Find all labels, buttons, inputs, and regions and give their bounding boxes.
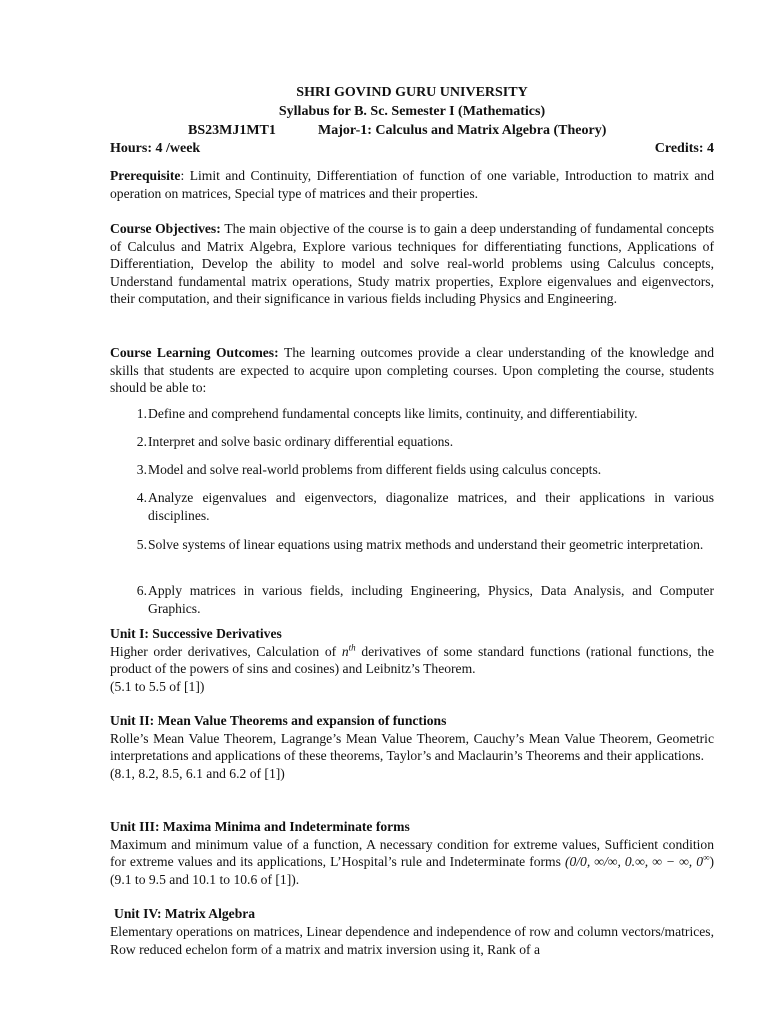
unit-4-body [110, 923, 714, 958]
unit-4-title: Unit IV: Matrix Algebra [114, 906, 256, 921]
outcome-number: 6. [136, 583, 147, 598]
unit-1-title: Unit I: Successive Derivatives [110, 626, 282, 641]
unit-3-section [110, 818, 714, 888]
objectives-text: The main objective of the course is to gain a deep understanding of fundamental concepts of Calculus and Matrix Algebra, Explore various techniques for differentiating functions, Applications of Differentiation, Develop the ability to model and solve real-world problems using Calculus concepts, Understand fundamental matrix operations, Study matrix properties, Explore eigenvalues and eigenvectors, their computation, and their significance in various fields including Physics and Engineering. [110, 221, 715, 307]
outcome-number: 3. [136, 462, 147, 477]
outcome-number: 2. [136, 434, 147, 449]
unit-1-section [110, 625, 714, 695]
unit-3-text: Maximum and minimum value of a function, A necessary condition for extreme values, Sufficient condition for extreme values and its applications, L’Hospital’s rule and Indeterminate forms [110, 836, 714, 870]
outcome-number: 5. [136, 537, 147, 552]
prerequisite-section [110, 167, 714, 202]
unit-3-math-close: ) [709, 854, 714, 870]
university-name: SHRI GOVIND GURU UNIVERSITY [296, 85, 528, 100]
hours: Hours: 4 /week [110, 141, 201, 156]
outcome-item [110, 536, 714, 554]
unit-2-ref: (8.1, 8.2, 8.5, 6.1 and 6.2 of [1]) [110, 765, 285, 781]
outcome-text: Analyze eigenvalues and eigenvectors, diagonalize matrices, and their applications in various disciplines. [148, 490, 714, 523]
unit-1-ref: (5.1 to 5.5 of [1]) [110, 678, 205, 694]
course-title: Major-1: Calculus and Matrix Algebra (Theory) [318, 123, 607, 138]
credits: Credits: 4 [654, 141, 714, 156]
prerequisite-label: Prerequisite [110, 168, 181, 183]
unit-1-math-n: n [341, 643, 349, 659]
unit-2-section [110, 712, 714, 782]
course-code: BS23MJ1MT1 [188, 123, 276, 138]
outcome-text: Solve systems of linear equations using matrix methods and understand their geometric interpretation. [148, 537, 704, 552]
outcome-item [110, 433, 714, 451]
outcomes-section [110, 344, 714, 397]
outcome-item [110, 461, 714, 479]
unit-1-math-th: th [348, 642, 356, 653]
prerequisite-text: : Limit and Continuity, Differentiation of function of one variable, Introduction to matrix and operation on matrices, Special type of matrices and their properties. [110, 168, 714, 201]
outcome-item [110, 582, 714, 617]
unit-4-text: Elementary operations on matrices, Linear dependence and independence of row and column vectors/matrices, Row reduced echelon form of a matrix and matrix inversion using it, Rank of a [110, 924, 714, 957]
syllabus-title: Syllabus for B. Sc. Semester I (Mathematics) [278, 104, 546, 119]
hours-credits-line [110, 140, 714, 158]
unit-2-text: Rolle’s Mean Value Theorem, Lagrange’s Mean Value Theorem, Cauchy’s Mean Value Theorem, Geometric interpretations and applications of these theorems, Taylor’s and Maclaurin’s Theorems and their applications. [110, 730, 714, 764]
unit-3-ref: (9.1 to 9.5 and 10.1 to 10.6 of [1]). [110, 871, 300, 887]
outcomes-text: The learning outcomes provide a clear understanding of the knowledge and skills that students are expected to acquire upon completing courses. Upon completing the course, students should be able to: [110, 345, 714, 396]
outcomes-label: Course Learning Outcomes: [110, 345, 279, 360]
outcome-text: Define and comprehend fundamental concepts like limits, continuity, and differentiability. [148, 406, 638, 421]
unit-3-math-sup: ∞ [703, 852, 710, 863]
outcome-item [110, 405, 714, 423]
unit-4-section [114, 905, 714, 923]
unit-2-title: Unit II: Mean Value Theorems and expansion of functions [110, 713, 447, 728]
outcome-text: Interpret and solve basic ordinary differential equations. [148, 434, 454, 449]
unit-1-text-a: Higher order derivatives, Calculation of [110, 643, 342, 659]
unit-3-title: Unit III: Maxima Minima and Indeterminate forms [110, 819, 410, 834]
outcome-number: 4. [136, 490, 147, 505]
outcome-number: 1. [136, 406, 147, 421]
outcome-item [110, 489, 714, 524]
outcome-text: Model and solve real-world problems from different fields using calculus concepts. [148, 462, 602, 477]
objectives-section [110, 220, 714, 308]
outcome-text: Apply matrices in various fields, including Engineering, Physics, Data Analysis, and Computer Graphics. [148, 583, 714, 616]
objectives-label: Course Objectives: [110, 221, 221, 236]
unit-1-text-b: derivatives of some standard functions (rational functions, the product of the powers of sins and cosines) and Leibnitz’s Theorem. [110, 643, 714, 677]
unit-3-math: (0/0, ∞/∞, 0.∞, ∞ − ∞, 0 [564, 854, 704, 870]
